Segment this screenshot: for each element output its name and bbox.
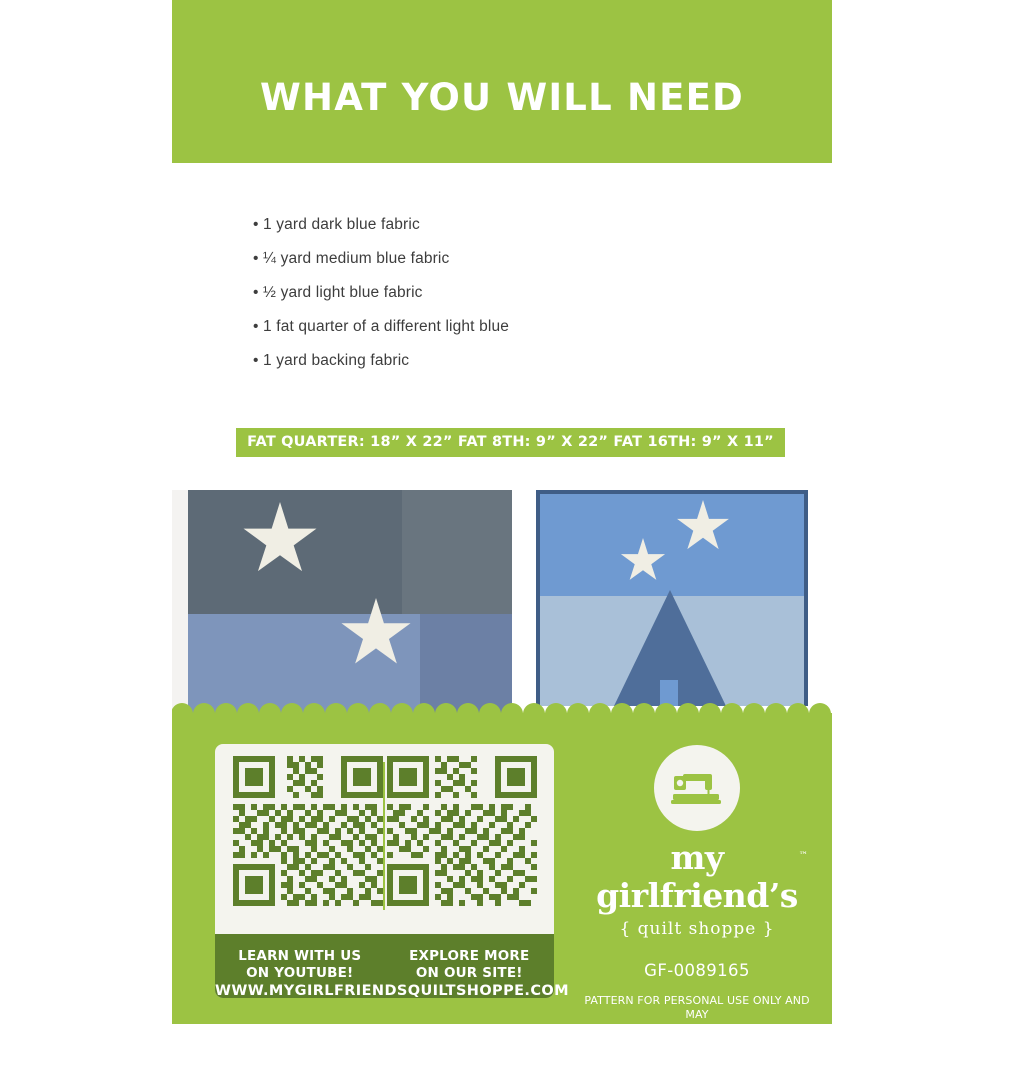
brand-subtitle: { quilt shoppe } <box>619 919 775 939</box>
supplies-list <box>253 208 813 378</box>
qr-code-youtube[interactable] <box>233 756 383 914</box>
trademark-mark: ™ <box>798 851 808 861</box>
list-item: • 1 yard backing fabric <box>253 352 410 369</box>
pattern-code: GF-0089165 <box>644 961 750 980</box>
sewing-machine-glyph <box>671 768 723 808</box>
qr-card <box>215 744 569 999</box>
qr-code-website-icon <box>387 756 537 906</box>
brand-name-text: my girlfriend’s <box>596 838 798 915</box>
qr-label-website-line1: EXPLORE MORE <box>409 948 530 964</box>
star-shape <box>620 538 666 584</box>
quilt-closeup-stars-photo <box>172 490 512 715</box>
qr-code-website[interactable] <box>387 756 537 914</box>
list-item: • ½ yard light blue fabric <box>253 284 423 301</box>
legal-line-2: NOT BE REPRODUCED OR REDISTRIBUTED. <box>576 1022 818 1035</box>
header-band <box>172 0 832 163</box>
sewing-machine-icon <box>654 745 740 831</box>
legal-line-1: PATTERN FOR PERSONAL USE ONLY AND MAY <box>584 994 810 1021</box>
quilt-tree-block-photo <box>512 490 832 715</box>
list-item: • 1 fat quarter of a different light blue <box>253 318 510 335</box>
fat-quarter-size-text: FAT QUARTER: 18” X 22” FAT 8TH: 9” X 22” FAT 16TH: 9” X 11” <box>247 434 774 450</box>
copyright-notice: MY GIRLFRIEND’S QUILT SHOPPE © 2025 <box>586 1046 808 1072</box>
page-title: WHAT YOU WILL NEED <box>260 76 744 119</box>
list-item: • 1 yard dark blue fabric <box>253 216 420 233</box>
qr-label-youtube-line1: LEARN WITH US <box>238 948 362 964</box>
qr-label-website-line2: ON OUR SITE! <box>415 965 523 981</box>
footer-block <box>172 715 832 1072</box>
qr-divider <box>383 762 385 910</box>
brand-block <box>572 745 822 1072</box>
website-url[interactable]: WWW.MYGIRLFRIENDSQUILTSHOPPE.COM <box>215 983 569 999</box>
qr-label-youtube-line2: ON YOUTUBE! <box>246 965 354 981</box>
legal-notice <box>572 994 822 1036</box>
fat-quarter-size-bar <box>236 428 785 457</box>
list-item: • ¼ yard medium blue fabric <box>253 250 450 267</box>
star-shape <box>676 500 730 554</box>
photo-strip <box>172 490 832 715</box>
brand-badge <box>654 745 740 831</box>
qr-area <box>215 744 554 934</box>
brand-name <box>572 839 822 915</box>
qr-code-youtube-icon <box>233 756 383 906</box>
